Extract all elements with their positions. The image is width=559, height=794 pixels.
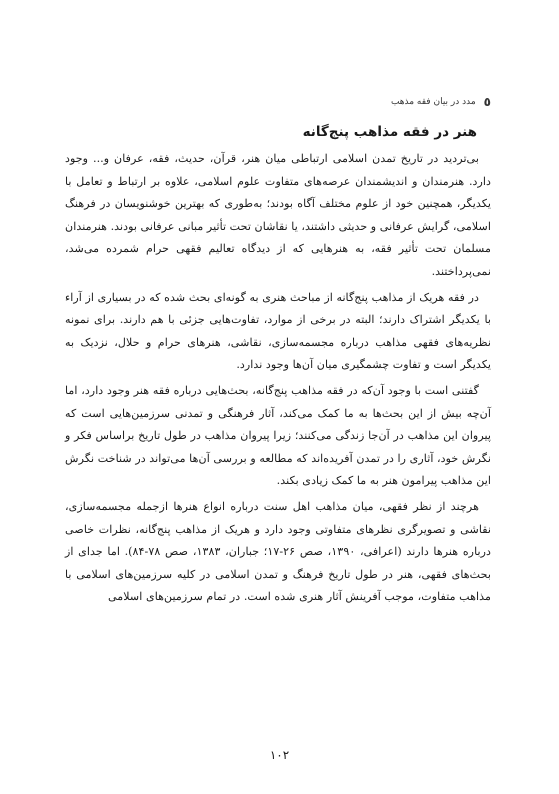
paragraph: هرچند از نظر فقهی، میان مذاهب اهل سنت درباره انواع هنرها ازجمله مجسمه‌سازی، نقاشی و تصویرگری نظرهای متفاوتی وجود دارد و هریک از مذاهب پنج‌گانه، نظرات خاصی درباره هنرها دارند (اعرافی، ۱۳۹۰، صص ۲۶-۱۷؛ جباران، ۱۳۸۳، صص ۷۸-۸۴). اما جدای از بحث‌های فقهی، هنر در طول تاریخ فرهنگ و تمدن اسلامی در کلیه سرزمین‌های اسلامی با مذاهب متفاوت، موجب آفرینش آثار هنری شده است. در تمام سرزمین‌های اسلامی	[65, 499, 491, 604]
paragraph: بی‌تردید در تاریخ تمدن اسلامی ارتباطی میان هنر، قرآن، حدیث، فقه، عرفان و... وجود دارد. هنرمندان و اندیشمندان عرصه‌های متفاوت علوم اسلامی، علاوه بر ارتباط و تعامل با یکدیگر، همچنین خود از علوم مختلف آگاه بودند؛ به‌طوری که بهترین خوشنویسان در فرهنگ اسلامی، گرایش عرفانی و حدیثی داشتند، یا نقاشان تحت تأثیر مبانی عرفانی بودند. هنرمندان مسلمان تحت تأثیر فقه، به هنرهایی که از دیدگاه تعالیم فقهی حرام شمرده می‌شد، نمی‌پرداختند.	[65, 152, 491, 278]
section-heading: هنر در فقه مذاهب پنج‌گانه	[302, 124, 477, 140]
paragraph: در فقه هریک از مذاهب پنج‌گانه از مباحث هنری به گونه‌ای بحث شده که در بسیاری از آراء با یکدیگر اشتراک دارند؛ البته در برخی از موارد، تفاوت‌هایی جزئی با هم دارند. برای نمونه نظریه‌های فقهی مذاهب درباره مجسمه‌سازی، نقاشی، هنرهای حرام و حلال، نزدیک به یکدیگر است و تفاوت چشمگیری میان آن‌ها وجود ندارد.	[65, 290, 491, 372]
page-number: ۱۰۲	[269, 748, 290, 762]
header-folio-mark: ٥	[483, 95, 491, 109]
body-text	[65, 148, 491, 612]
running-header	[68, 92, 491, 112]
running-title: مدد در بیان فقه مذهب	[390, 97, 476, 107]
paragraph: گفتنی است با وجود آن‌که در فقه مذاهب پنج‌گانه، بحث‌هایی درباره فقه هنر وجود دارد، اما آن‌چه بیش از این بحث‌ها به ما کمک می‌کند، آثار فرهنگی و تمدنی سرزمین‌هایی است که پیروان این مذاهب در آن‌جا زندگی می‌کنند؛ زیرا پیروان مذاهب در طول تاریخ براساس فکر و نگرش خود، آثاری را در تمدن آفریده‌اند که مطالعه و بررسی آن‌ها می‌تواند در شناخت نگرش این مذاهب پیرامون هنر به ما کمک زیادی بکند.	[65, 383, 491, 488]
